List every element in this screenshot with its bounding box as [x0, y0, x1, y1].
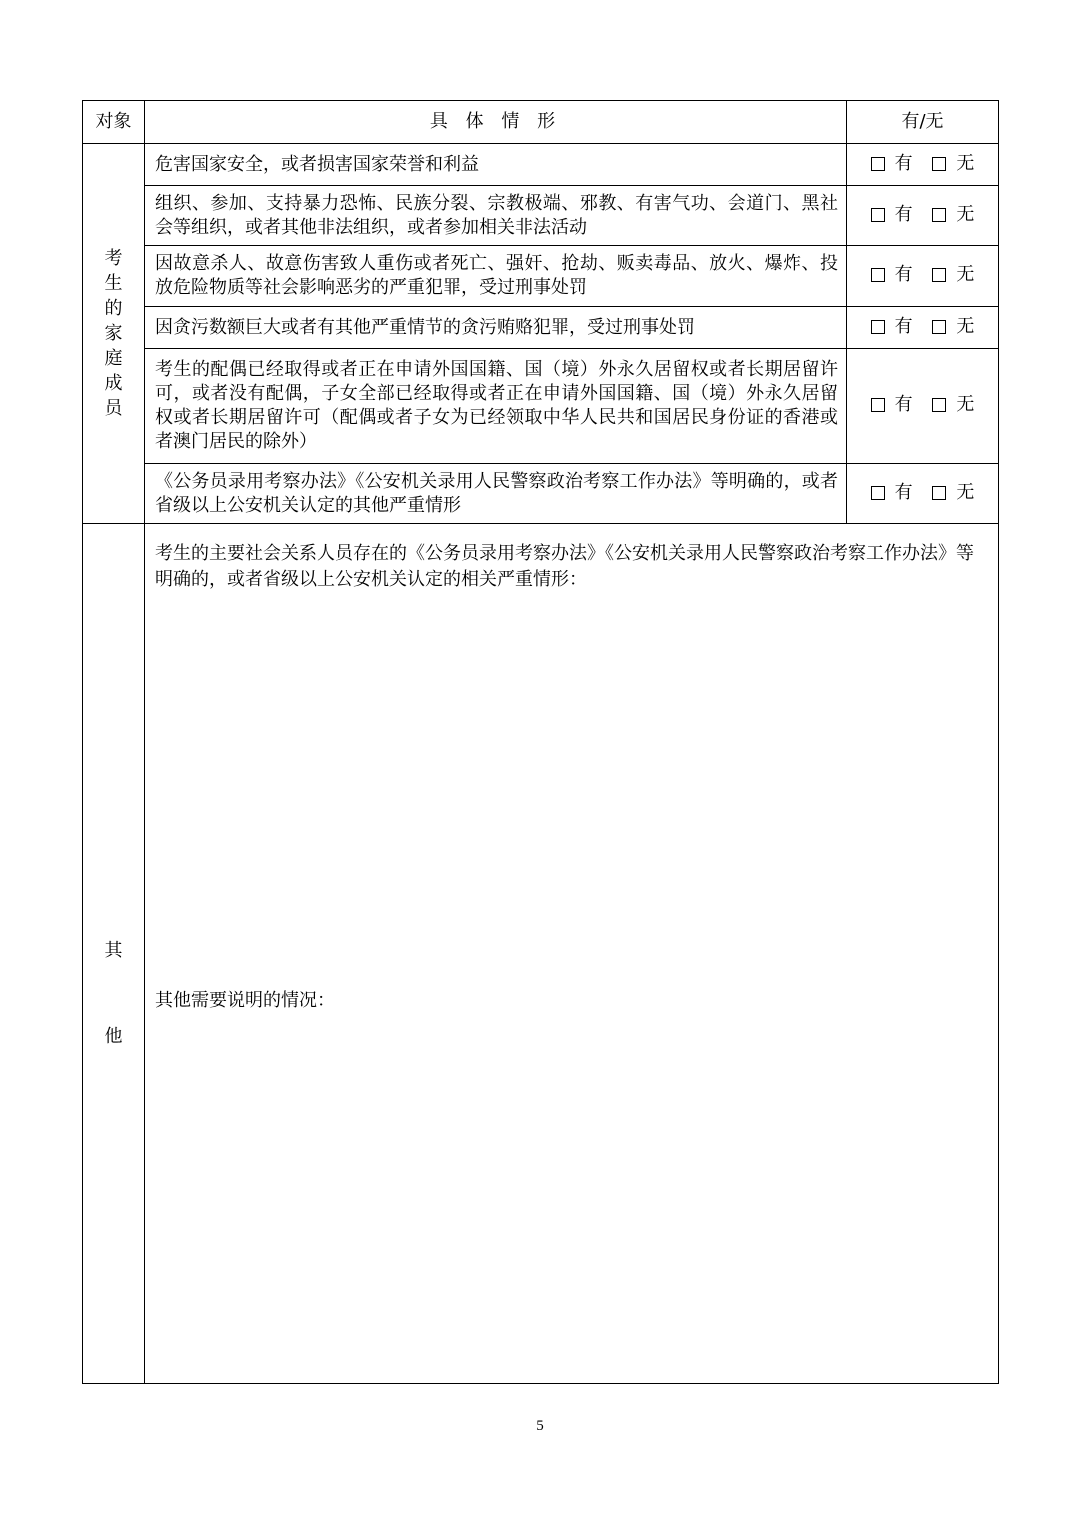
checkbox-icon[interactable] — [871, 268, 885, 282]
checkbox-icon[interactable] — [932, 486, 946, 500]
other-question-related-persons: 考生的主要社会关系人员存在的《公务员录用考察办法》《公安机关录用人民警察政治考察工作办法》等明确的，或者省级以上公安机关认定的相关严重情形： — [155, 543, 974, 590]
family-members-label: 考生的家庭成员 — [104, 248, 123, 419]
no-label: 无 — [956, 152, 975, 174]
checkbox-icon[interactable] — [871, 208, 885, 222]
no-label: 无 — [956, 264, 975, 285]
no-label: 无 — [956, 315, 975, 337]
no-option[interactable] — [932, 203, 974, 227]
yes-label: 有 — [894, 152, 913, 174]
no-label: 无 — [956, 481, 975, 503]
other-label-char-1: 其 — [104, 939, 123, 961]
table-row — [83, 307, 999, 349]
other-question-additional-notes: 其他需要说明的情况： — [155, 990, 335, 1011]
family-members-label-cell — [83, 144, 145, 524]
checkbox-icon[interactable] — [871, 486, 885, 500]
table-row — [83, 349, 999, 464]
yes-no-options — [847, 464, 999, 524]
no-option[interactable] — [932, 152, 974, 176]
yes-label: 有 — [894, 481, 913, 503]
yes-option[interactable] — [871, 203, 913, 227]
header-object: 对象 — [83, 101, 145, 144]
other-section-row — [83, 524, 999, 1384]
yes-option[interactable] — [871, 481, 913, 505]
no-label: 无 — [956, 394, 975, 415]
yes-label: 有 — [894, 264, 913, 285]
checkbox-icon[interactable] — [871, 157, 885, 171]
other-label-char-2: 他 — [104, 1025, 123, 1047]
checkbox-icon[interactable] — [932, 208, 946, 222]
checkbox-icon[interactable] — [871, 398, 885, 412]
yes-no-options — [847, 349, 999, 464]
header-detail: 具 体 情 形 — [145, 101, 847, 144]
row-description: 考生的配偶已经取得或者正在申请外国国籍、国（境）外永久居留权或者长期居留许可，或者没有配偶，子女全部已经取得或者正在申请外国国籍、国（境）外永久居留权或者长期居留许可（配偶或者子女为已经领取中华人民共和国居民身份证的香港或者澳门居民的除外） — [145, 349, 847, 464]
table-header-row — [83, 101, 999, 144]
page-number: 5 — [536, 1418, 544, 1434]
header-yes-no: 有/无 — [847, 101, 999, 144]
no-option[interactable] — [932, 263, 974, 287]
yes-no-options — [847, 144, 999, 186]
other-label-cell — [83, 524, 145, 1384]
yes-label: 有 — [894, 394, 913, 415]
checkbox-icon[interactable] — [932, 268, 946, 282]
yes-option[interactable] — [871, 263, 913, 287]
no-label: 无 — [956, 203, 975, 225]
row-description: 因贪污数额巨大或者有其他严重情节的贪污贿赂犯罪，受过刑事处罚 — [145, 307, 847, 349]
no-option[interactable] — [932, 481, 974, 505]
yes-label: 有 — [894, 203, 913, 225]
other-content-area[interactable] — [145, 524, 999, 1384]
yes-label: 有 — [894, 315, 913, 337]
table-row — [83, 246, 999, 307]
row-description: 因故意杀人、故意伤害致人重伤或者死亡、强奸、抢劫、贩卖毒品、放火、爆炸、投放危险物质等社会影响恶劣的严重犯罪，受过刑事处罚 — [145, 246, 847, 307]
row-description: 《公务员录用考察办法》《公安机关录用人民警察政治考察工作办法》等明确的，或者省级以上公安机关认定的其他严重情形 — [145, 464, 847, 524]
yes-option[interactable] — [871, 152, 913, 176]
table-row — [83, 464, 999, 524]
table-row — [83, 144, 999, 186]
yes-no-options — [847, 186, 999, 246]
checkbox-icon[interactable] — [932, 157, 946, 171]
row-description: 组织、参加、支持暴力恐怖、民族分裂、宗教极端、邪教、有害气功、会道门、黑社会等组织，或者其他非法组织，或者参加相关非法活动 — [145, 186, 847, 246]
yes-no-options — [847, 307, 999, 349]
yes-option[interactable] — [871, 393, 913, 417]
yes-no-options — [847, 246, 999, 307]
no-option[interactable] — [932, 393, 974, 417]
checkbox-icon[interactable] — [932, 320, 946, 334]
yes-option[interactable] — [871, 315, 913, 339]
checkbox-icon[interactable] — [932, 398, 946, 412]
row-description: 危害国家安全，或者损害国家荣誉和利益 — [145, 144, 847, 186]
table-row — [83, 186, 999, 246]
checkbox-icon[interactable] — [871, 320, 885, 334]
no-option[interactable] — [932, 315, 974, 339]
political-review-table — [82, 100, 999, 1384]
